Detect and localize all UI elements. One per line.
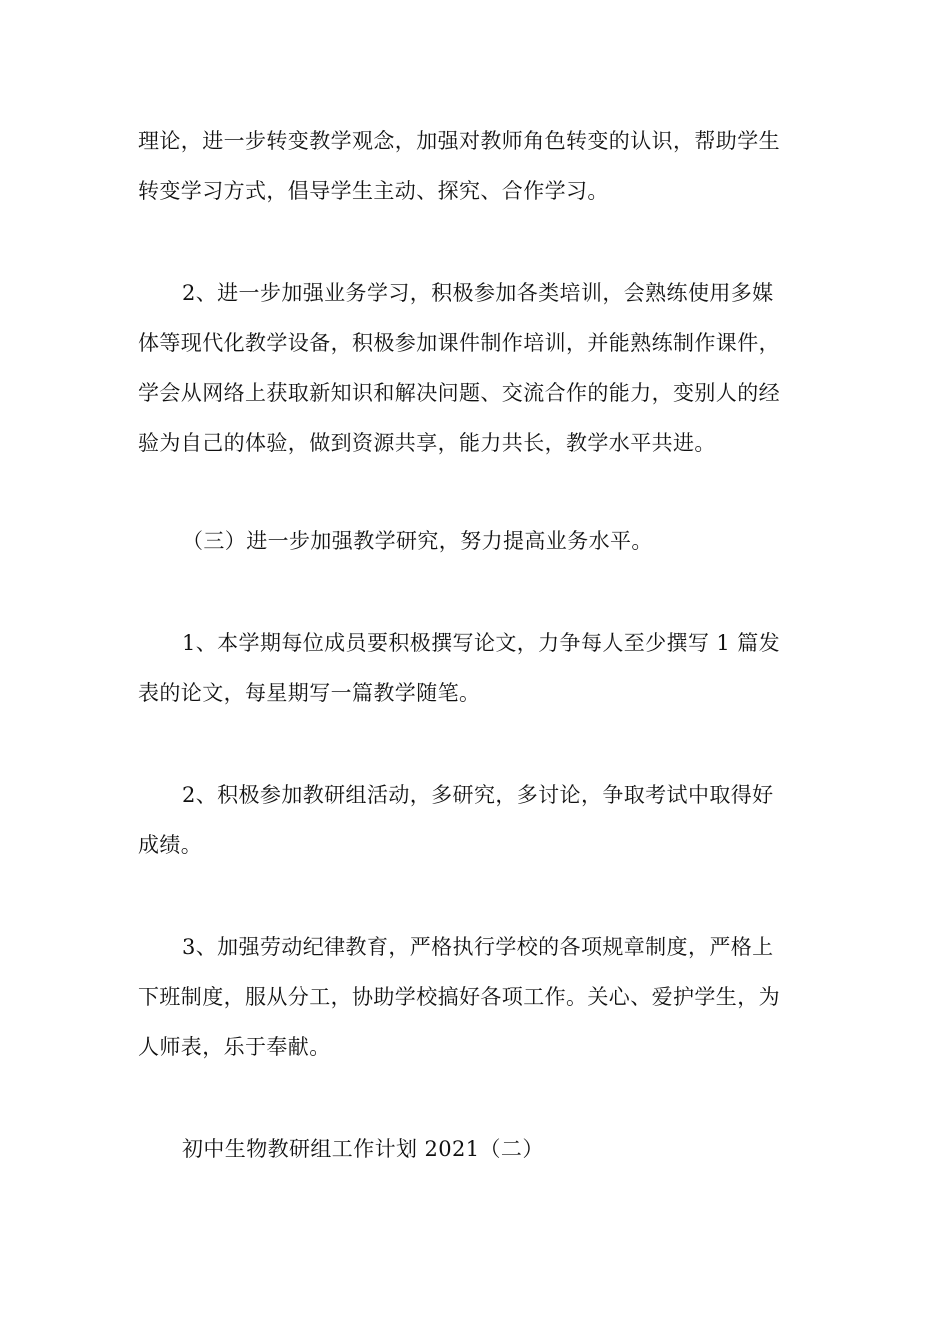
- paragraph-research-activity: [138, 770, 810, 870]
- paragraph-line: 2、进一步加强业务学习，积极参加各类培训，会熟练使用多媒: [182, 281, 774, 305]
- paragraph-business-study: [138, 268, 810, 468]
- paragraph-line: 初中生物教研组工作计划 2021（二）: [182, 1137, 544, 1161]
- section-heading-teaching-research: [138, 516, 810, 566]
- paragraph-line: 3、加强劳动纪律教育，严格执行学校的各项规章制度，严格上: [182, 935, 774, 959]
- paragraph-line: 理论，进一步转变教学观念，加强对教师角色转变的认识，帮助学生: [138, 129, 780, 153]
- paragraph-line: （三）进一步加强教学研究，努力提高业务水平。: [182, 529, 653, 553]
- paragraph-line: 体等现代化教学设备，积极参加课件制作培训，并能熟练制作课件，: [138, 331, 780, 355]
- paragraph-line: 下班制度，服从分工，协助学校搞好各项工作。关心、爱护学生，为: [138, 985, 780, 1009]
- paragraph-line: 2、积极参加教研组活动，多研究，多讨论，争取考试中取得好: [182, 783, 774, 807]
- paragraph-line: 人师表，乐于奉献。: [138, 1035, 331, 1059]
- paragraph-line: 1、本学期每位成员要积极撰写论文，力争每人至少撰写 1 篇发: [182, 631, 781, 655]
- paragraph-line: 成绩。: [138, 833, 203, 857]
- paragraph-line: 表的论文，每星期写一篇教学随笔。: [138, 681, 481, 705]
- section-title-work-plan-two: [138, 1124, 810, 1174]
- paragraph-line: 转变学习方式，倡导学生主动、探究、合作学习。: [138, 179, 609, 203]
- paragraph-paper-writing: [138, 618, 810, 718]
- paragraph-line: 验为自己的体验，做到资源共享，能力共长，教学水平共进。: [138, 431, 716, 455]
- paragraph-line: 学会从网络上获取新知识和解决问题、交流合作的能力，变别人的经: [138, 381, 780, 405]
- paragraph-labor-discipline: [138, 922, 810, 1072]
- paragraph-teaching-concept: [138, 116, 810, 216]
